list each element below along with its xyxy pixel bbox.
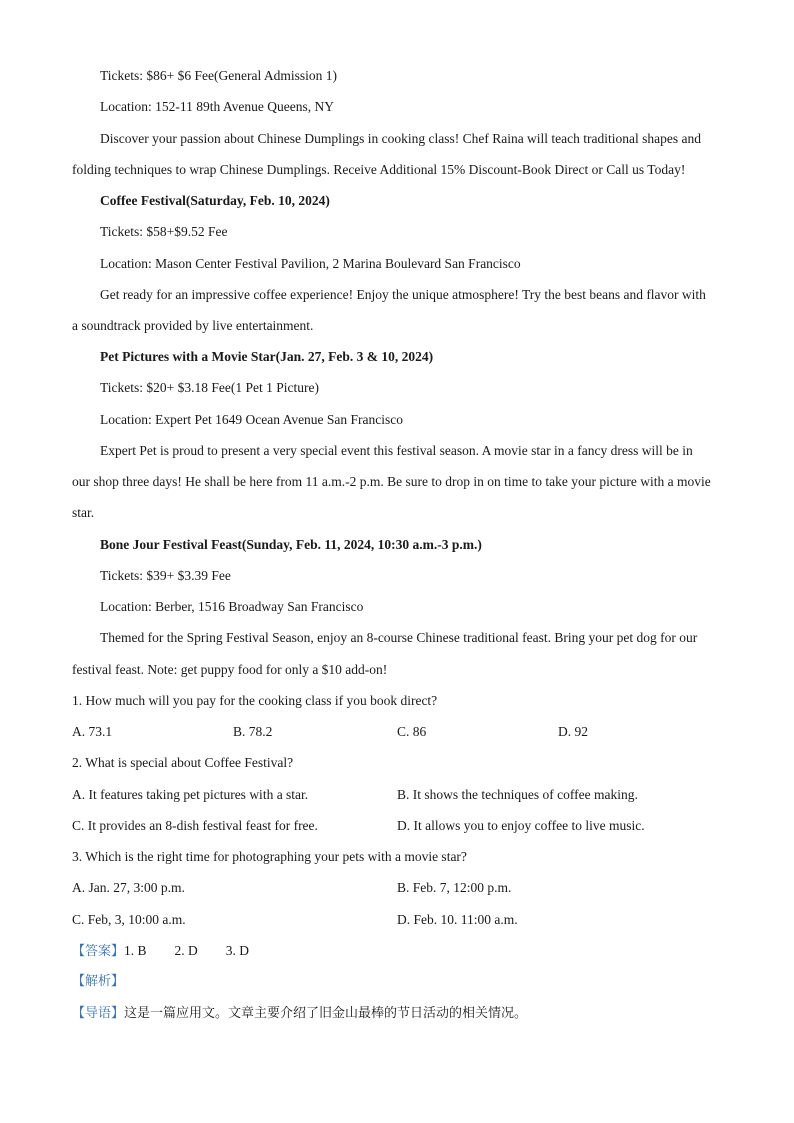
question-3-stem: 3. Which is the right time for photographing your pets with a movie star? <box>72 849 467 864</box>
guide-text: 这是一篇应用文。文章主要介绍了旧金山最棒的节日活动的相关情况。 <box>124 1006 528 1021</box>
question-3-option-a: A. Jan. 27, 3:00 p.m. <box>72 880 185 895</box>
feast-title: Bone Jour Festival Feast(Sunday, Feb. 11, 2024, 10:30 a.m.-3 p.m.) <box>100 537 482 552</box>
coffee-title: Coffee Festival(Saturday, Feb. 10, 2024) <box>100 193 330 208</box>
question-2-option-a: A. It features taking pet pictures with a star. <box>72 787 309 802</box>
question-1-option-c: C. 86 <box>397 724 427 739</box>
feast-desc-line1: Themed for the Spring Festival Season, enjoy an 8-course Chinese traditional feast. Bring your pet dog for our <box>100 630 698 645</box>
guide-label: 【导语】 <box>72 1006 125 1021</box>
pet-title: Pet Pictures with a Movie Star(Jan. 27, Feb. 3 & 10, 2024) <box>100 349 434 364</box>
question-1-option-b: B. 78.2 <box>233 724 273 739</box>
question-2-option-b: B. It shows the techniques of coffee making. <box>397 787 638 802</box>
answer-row <box>72 942 249 961</box>
dumplings-location: Location: 152-11 89th Avenue Queens, NY <box>100 99 334 114</box>
question-3-option-d: D. Feb. 10. 11:00 a.m. <box>397 912 518 927</box>
question-1-stem: 1. How much will you pay for the cooking class if you book direct? <box>72 693 438 708</box>
answer-value-1: 1. B <box>124 943 147 958</box>
question-3-option-c: C. Feb, 3, 10:00 a.m. <box>72 912 186 927</box>
question-2-option-c: C. It provides an 8-dish festival feast for free. <box>72 818 318 833</box>
question-2-stem: 2. What is special about Coffee Festival? <box>72 755 294 770</box>
question-1-option-a: A. 73.1 <box>72 724 113 739</box>
answer-value-3: 3. D <box>225 943 250 958</box>
feast-desc-line2: festival feast. Note: get puppy food for only a $10 add-on! <box>72 662 388 677</box>
question-2-option-d: D. It allows you to enjoy coffee to live music. <box>397 818 645 833</box>
analysis-label: 【解析】 <box>72 974 125 989</box>
pet-tickets: Tickets: $20+ $3.18 Fee(1 Pet 1 Picture) <box>100 380 319 395</box>
coffee-desc-line1: Get ready for an impressive coffee experience! Enjoy the unique atmosphere! Try the best beans and flavor with <box>100 287 706 302</box>
feast-location: Location: Berber, 1516 Broadway San Francisco <box>100 599 364 614</box>
coffee-desc-line2: a soundtrack provided by live entertainment. <box>72 318 314 333</box>
coffee-location: Location: Mason Center Festival Pavilion, 2 Marina Boulevard San Francisco <box>100 256 521 271</box>
coffee-tickets: Tickets: $58+$9.52 Fee <box>100 224 228 239</box>
question-1-option-d: D. 92 <box>558 724 588 739</box>
answer-label: 【答案】 <box>72 944 125 959</box>
pet-desc-line2: our shop three days! He shall be here from 11 a.m.-2 p.m. Be sure to drop in on time to take your picture with a movie <box>72 474 711 489</box>
pet-location: Location: Expert Pet 1649 Ocean Avenue San Francisco <box>100 412 404 427</box>
question-3-option-b: B. Feb. 7, 12:00 p.m. <box>397 880 512 895</box>
guide-row <box>72 1004 527 1023</box>
dumplings-desc-line1: Discover your passion about Chinese Dumplings in cooking class! Chef Raina will teach traditional shapes and <box>100 131 702 146</box>
answer-value-2: 2. D <box>174 943 198 958</box>
pet-desc-line3: star. <box>72 505 95 520</box>
dumplings-desc-line2: folding techniques to wrap Chinese Dumplings. Receive Additional 15% Discount-Book Direct or Call us Today! <box>72 162 686 177</box>
pet-desc-line1: Expert Pet is proud to present a very special event this festival season. A movie star in a fancy dress will be in <box>100 443 693 458</box>
dumplings-tickets: Tickets: $86+ $6 Fee(General Admission 1) <box>100 68 337 83</box>
feast-tickets: Tickets: $39+ $3.39 Fee <box>100 568 231 583</box>
